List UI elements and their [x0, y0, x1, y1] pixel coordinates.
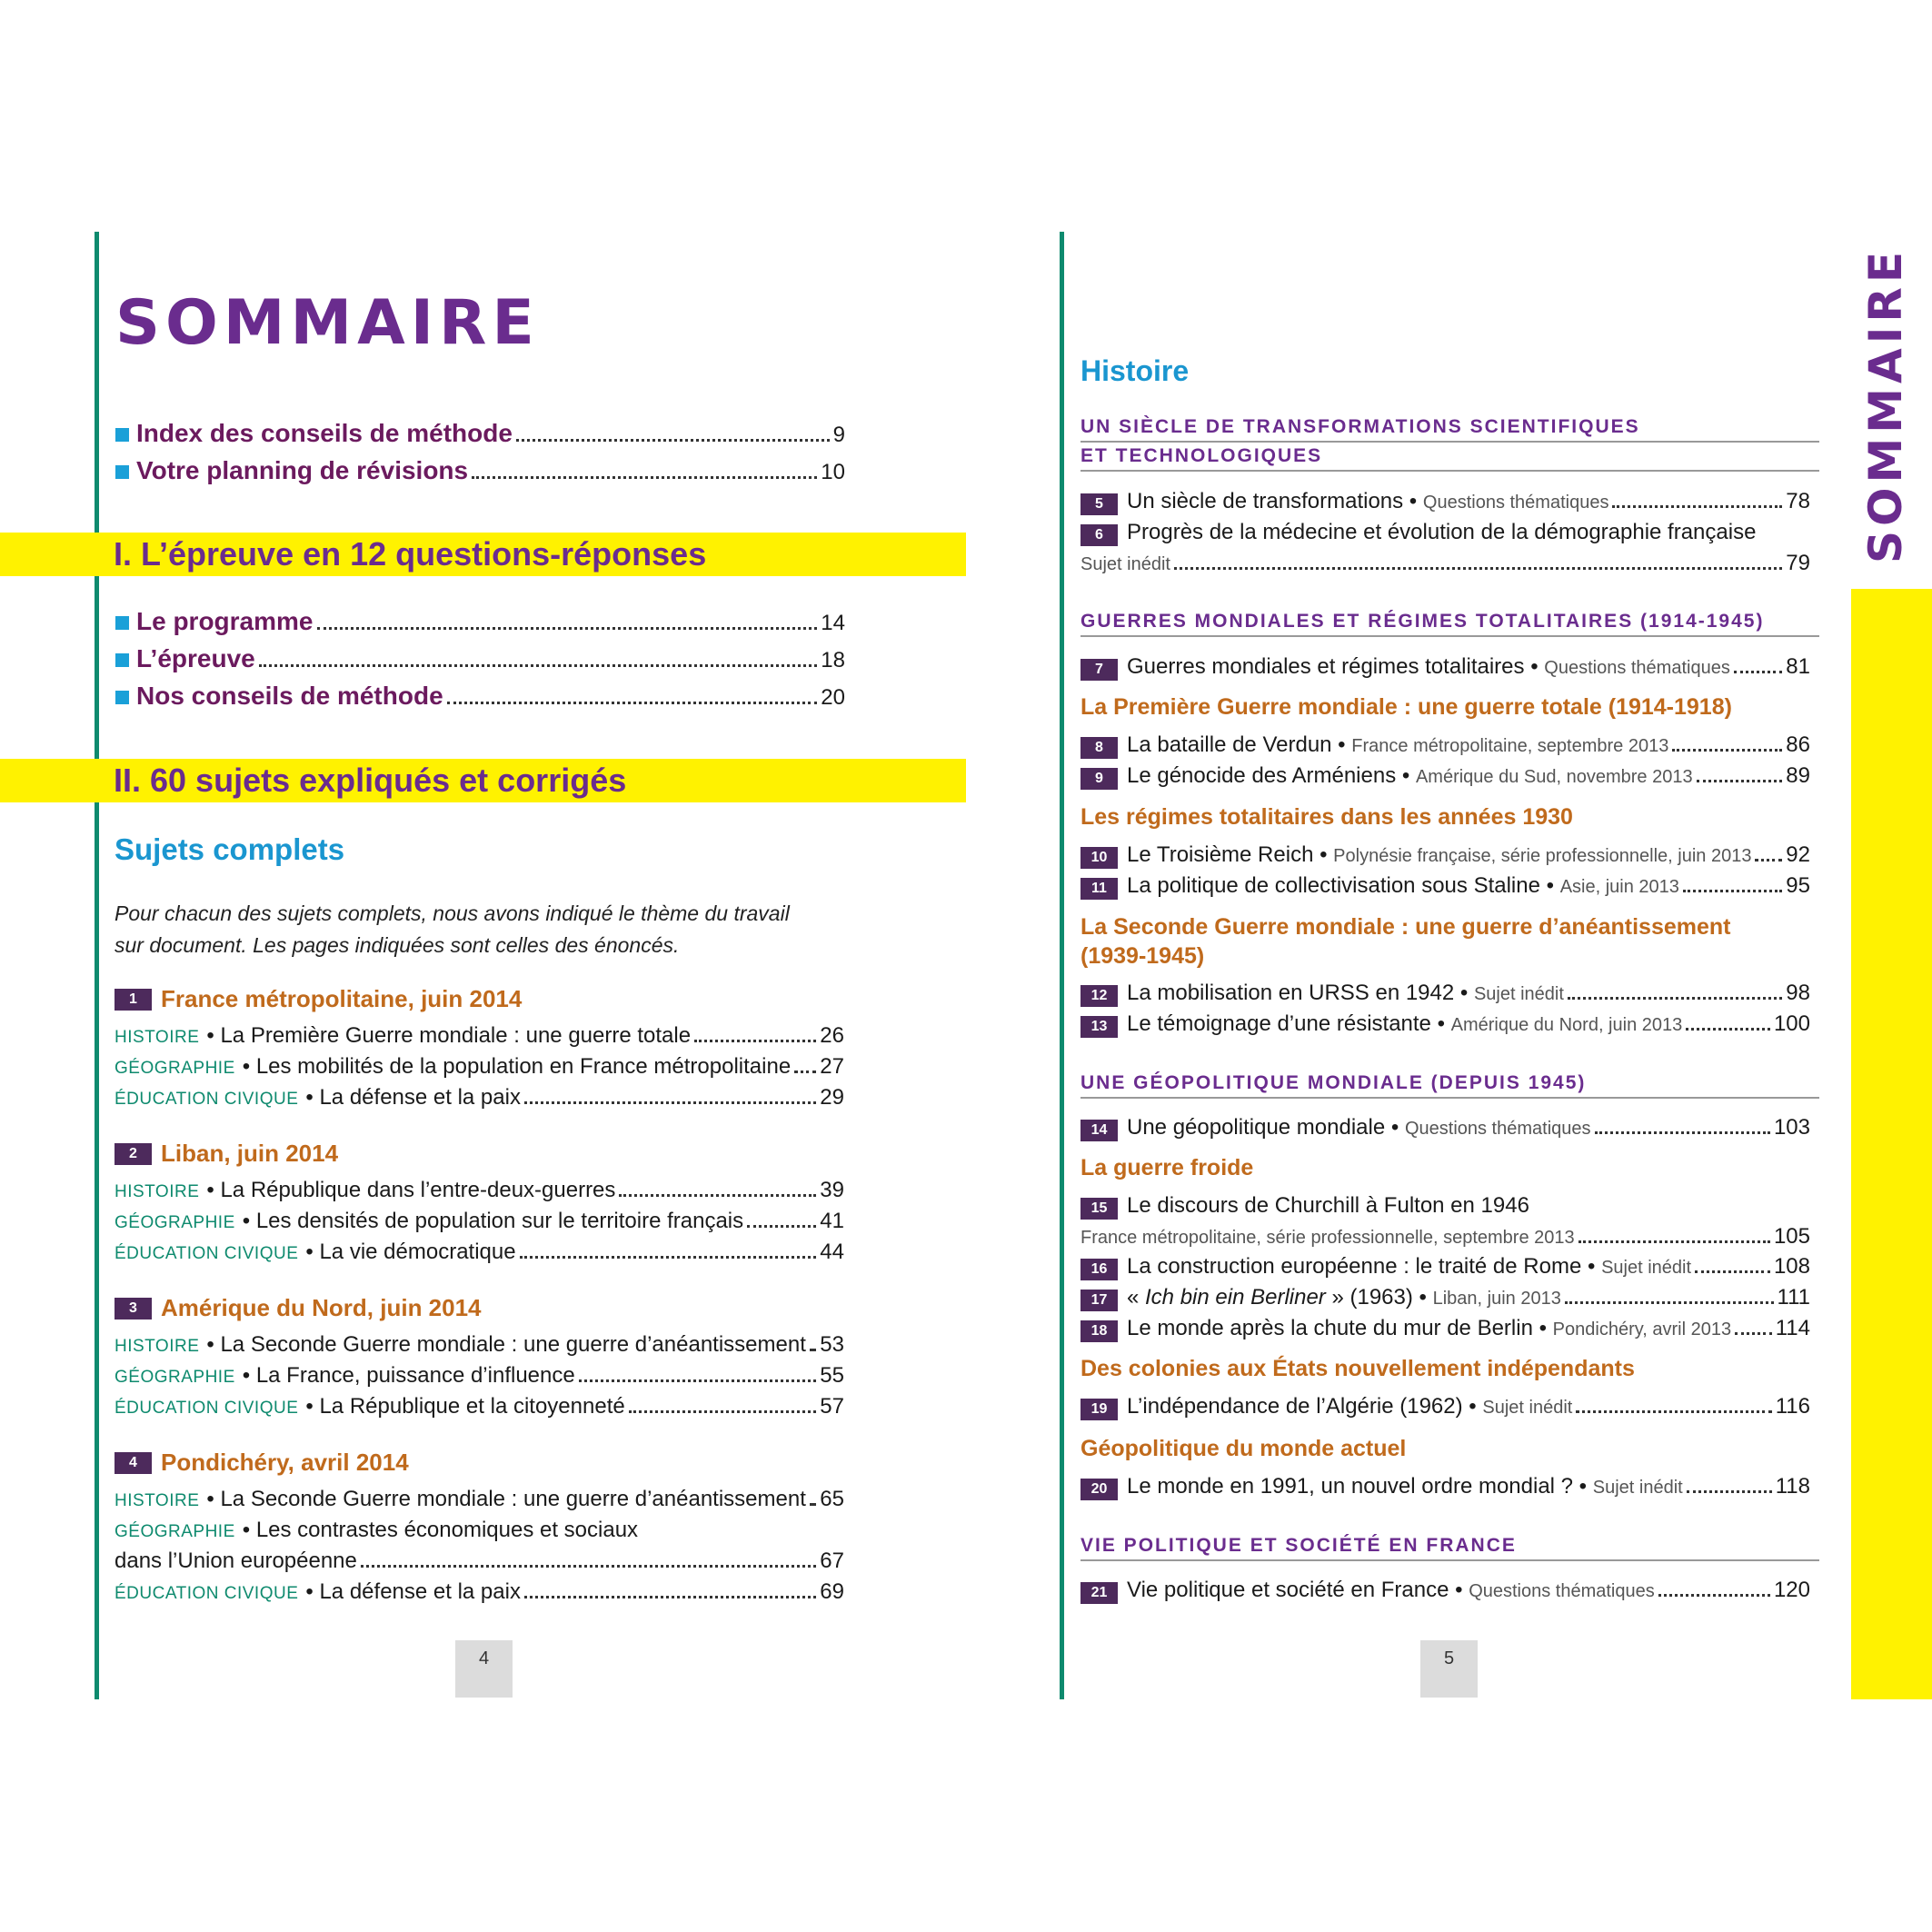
sujets-complets-heading: Sujets complets	[115, 832, 345, 866]
sub-heading: La Première Guerre mondiale : une guerre totale (1914-1918)	[1081, 694, 1732, 720]
toc-item-epreuve[interactable]: L’épreuve 18	[115, 644, 845, 673]
toc-entry[interactable]: GÉOGRAPHIE • Les densités de population sur le territoire français 41	[115, 1209, 844, 1233]
toc-item-planning[interactable]: Votre planning de révisions 10	[115, 456, 845, 485]
toc-entry[interactable]: 14 Une géopolitique mondiale • Questions thématiques 103	[1081, 1115, 1810, 1141]
subject-heading[interactable]: 1 France métropolitaine, juin 2014	[115, 985, 522, 1013]
toc-entry[interactable]: HISTOIRE • La République dans l’entre-deux-guerres 39	[115, 1178, 844, 1202]
histoire-heading: Histoire	[1081, 354, 1190, 387]
toc-entry[interactable]: 21 Vie politique et société en France • Questions thématiques 120	[1081, 1578, 1810, 1604]
sub-heading: La Seconde Guerre mondiale : une guerre d’anéantissement (1939-1945)	[1081, 914, 1731, 969]
toc-entry[interactable]: HISTOIRE • La Seconde Guerre mondiale : une guerre d’anéantissement 65	[115, 1487, 844, 1511]
section-heading: GUERRES MONDIALES ET RÉGIMES TOTALITAIRES (1914-1945)	[1081, 611, 1819, 637]
section-heading: UNE GÉOPOLITIQUE MONDIALE (DEPUIS 1945)	[1081, 1072, 1819, 1099]
toc-entry[interactable]: 9 Le génocide des Arméniens • Amérique du Sud, novembre 2013 89	[1081, 763, 1810, 790]
toc-entry[interactable]: 8 La bataille de Verdun • France métropolitaine, septembre 2013 86	[1081, 732, 1810, 759]
page-title: SOMMAIRE	[115, 287, 540, 359]
square-bullet-icon	[115, 653, 129, 667]
section-heading: UN SIÈCLE DE TRANSFORMATIONS SCIENTIFIQUES	[1081, 416, 1819, 443]
toc-entry[interactable]: 5 Un siècle de transformations • Questions thématiques 78	[1081, 489, 1810, 515]
sub-heading: Géopolitique du monde actuel	[1081, 1436, 1407, 1461]
toc-entry[interactable]: ÉDUCATION CIVIQUE • La vie démocratique 44	[115, 1240, 844, 1264]
square-bullet-icon	[115, 691, 129, 704]
subject-heading[interactable]: 2 Liban, juin 2014	[115, 1140, 338, 1168]
page-number-right: 5	[1420, 1640, 1478, 1698]
toc-entry[interactable]: ÉDUCATION CIVIQUE • La République et la citoyenneté 57	[115, 1394, 844, 1419]
square-bullet-icon	[115, 428, 129, 442]
page-number-left: 4	[455, 1640, 513, 1698]
left-page-rule	[95, 232, 99, 1699]
part1-title: I. L’épreuve en 12 questions-réponses	[114, 535, 707, 573]
toc-entry[interactable]: GÉOGRAPHIE • La France, puissance d’influence 55	[115, 1363, 844, 1388]
toc-entry[interactable]: 16 La construction européenne : le traité de Rome • Sujet inédit 108	[1081, 1254, 1810, 1280]
toc-entry[interactable]: HISTOIRE • La Seconde Guerre mondiale : une guerre d’anéantissement 53	[115, 1332, 844, 1357]
toc-entry[interactable]: 13 Le témoignage d’une résistante • Amérique du Nord, juin 2013 100	[1081, 1011, 1810, 1038]
toc-entry[interactable]: 15 Le discours de Churchill à Fulton en 1946	[1081, 1193, 1810, 1220]
sub-heading: Des colonies aux États nouvellement indépendants	[1081, 1356, 1635, 1381]
toc-entry[interactable]: dans l’Union européenne 67	[115, 1549, 844, 1573]
toc-entry[interactable]: 11 La politique de collectivisation sous Staline • Asie, juin 2013 95	[1081, 873, 1810, 900]
toc-entry[interactable]: ÉDUCATION CIVIQUE • La défense et la paix 29	[115, 1085, 844, 1110]
toc-entry[interactable]: 20 Le monde en 1991, un nouvel ordre mondial ? • Sujet inédit 118	[1081, 1474, 1810, 1500]
toc-entry-source[interactable]: France métropolitaine, série professionnelle, septembre 2013 105	[1081, 1224, 1810, 1249]
sub-heading: La guerre froide	[1081, 1155, 1254, 1180]
toc-entry[interactable]: 6 Progrès de la médecine et évolution de la démographie française	[1081, 520, 1810, 546]
toc-item-conseils[interactable]: Nos conseils de méthode 20	[115, 682, 845, 711]
part2-title: II. 60 sujets expliqués et corrigés	[114, 762, 627, 799]
square-bullet-icon	[115, 465, 129, 479]
toc-entry[interactable]: 18 Le monde après la chute du mur de Berlin • Pondichéry, avril 2013 114	[1081, 1316, 1810, 1342]
toc-entry[interactable]: 12 La mobilisation en URSS en 1942 • Sujet inédit 98	[1081, 981, 1810, 1007]
toc-item-index[interactable]: Index des conseils de méthode 9	[115, 419, 845, 448]
toc-entry[interactable]: ÉDUCATION CIVIQUE • La défense et la paix 69	[115, 1579, 844, 1604]
section-heading: VIE POLITIQUE ET SOCIÉTÉ EN FRANCE	[1081, 1535, 1819, 1561]
toc-entry[interactable]: 17 « Ich bin ein Berliner » (1963) • Liban, juin 2013 111	[1081, 1285, 1810, 1311]
toc-entry[interactable]: GÉOGRAPHIE • Les mobilités de la population en France métropolitaine 27	[115, 1054, 844, 1079]
toc-entry[interactable]: 19 L’indépendance de l’Algérie (1962) • Sujet inédit 116	[1081, 1394, 1810, 1420]
sub-heading: Les régimes totalitaires dans les années 1930	[1081, 804, 1573, 830]
toc-entry-source[interactable]: Sujet inédit 79	[1081, 551, 1810, 575]
intro-text: Pour chacun des sujets complets, nous avons indiqué le thème du travail sur document. Les pages indiquées sont celles des énoncés.	[115, 901, 790, 957]
part2-band	[0, 759, 966, 802]
part1-band	[0, 533, 966, 576]
toc-entry[interactable]: 7 Guerres mondiales et régimes totalitaires • Questions thématiques 81	[1081, 654, 1810, 681]
square-bullet-icon	[115, 616, 129, 630]
subject-heading[interactable]: 4 Pondichéry, avril 2014	[115, 1449, 409, 1477]
toc-entry[interactable]: HISTOIRE • La Première Guerre mondiale : une guerre totale 26	[115, 1023, 844, 1048]
side-tab-title: SOMMAIRE	[1859, 247, 1912, 563]
right-page-rule	[1060, 232, 1064, 1699]
toc-entry[interactable]: GÉOGRAPHIE • Les contrastes économiques et sociaux	[115, 1518, 639, 1542]
section-heading: ET TECHNOLOGIQUES	[1081, 445, 1819, 472]
toc-entry[interactable]: 10 Le Troisième Reich • Polynésie française, série professionnelle, juin 2013 92	[1081, 842, 1810, 869]
subject-heading[interactable]: 3 Amérique du Nord, juin 2014	[115, 1294, 482, 1322]
toc-item-programme[interactable]: Le programme 14	[115, 607, 845, 636]
side-tab	[1851, 589, 1932, 1699]
